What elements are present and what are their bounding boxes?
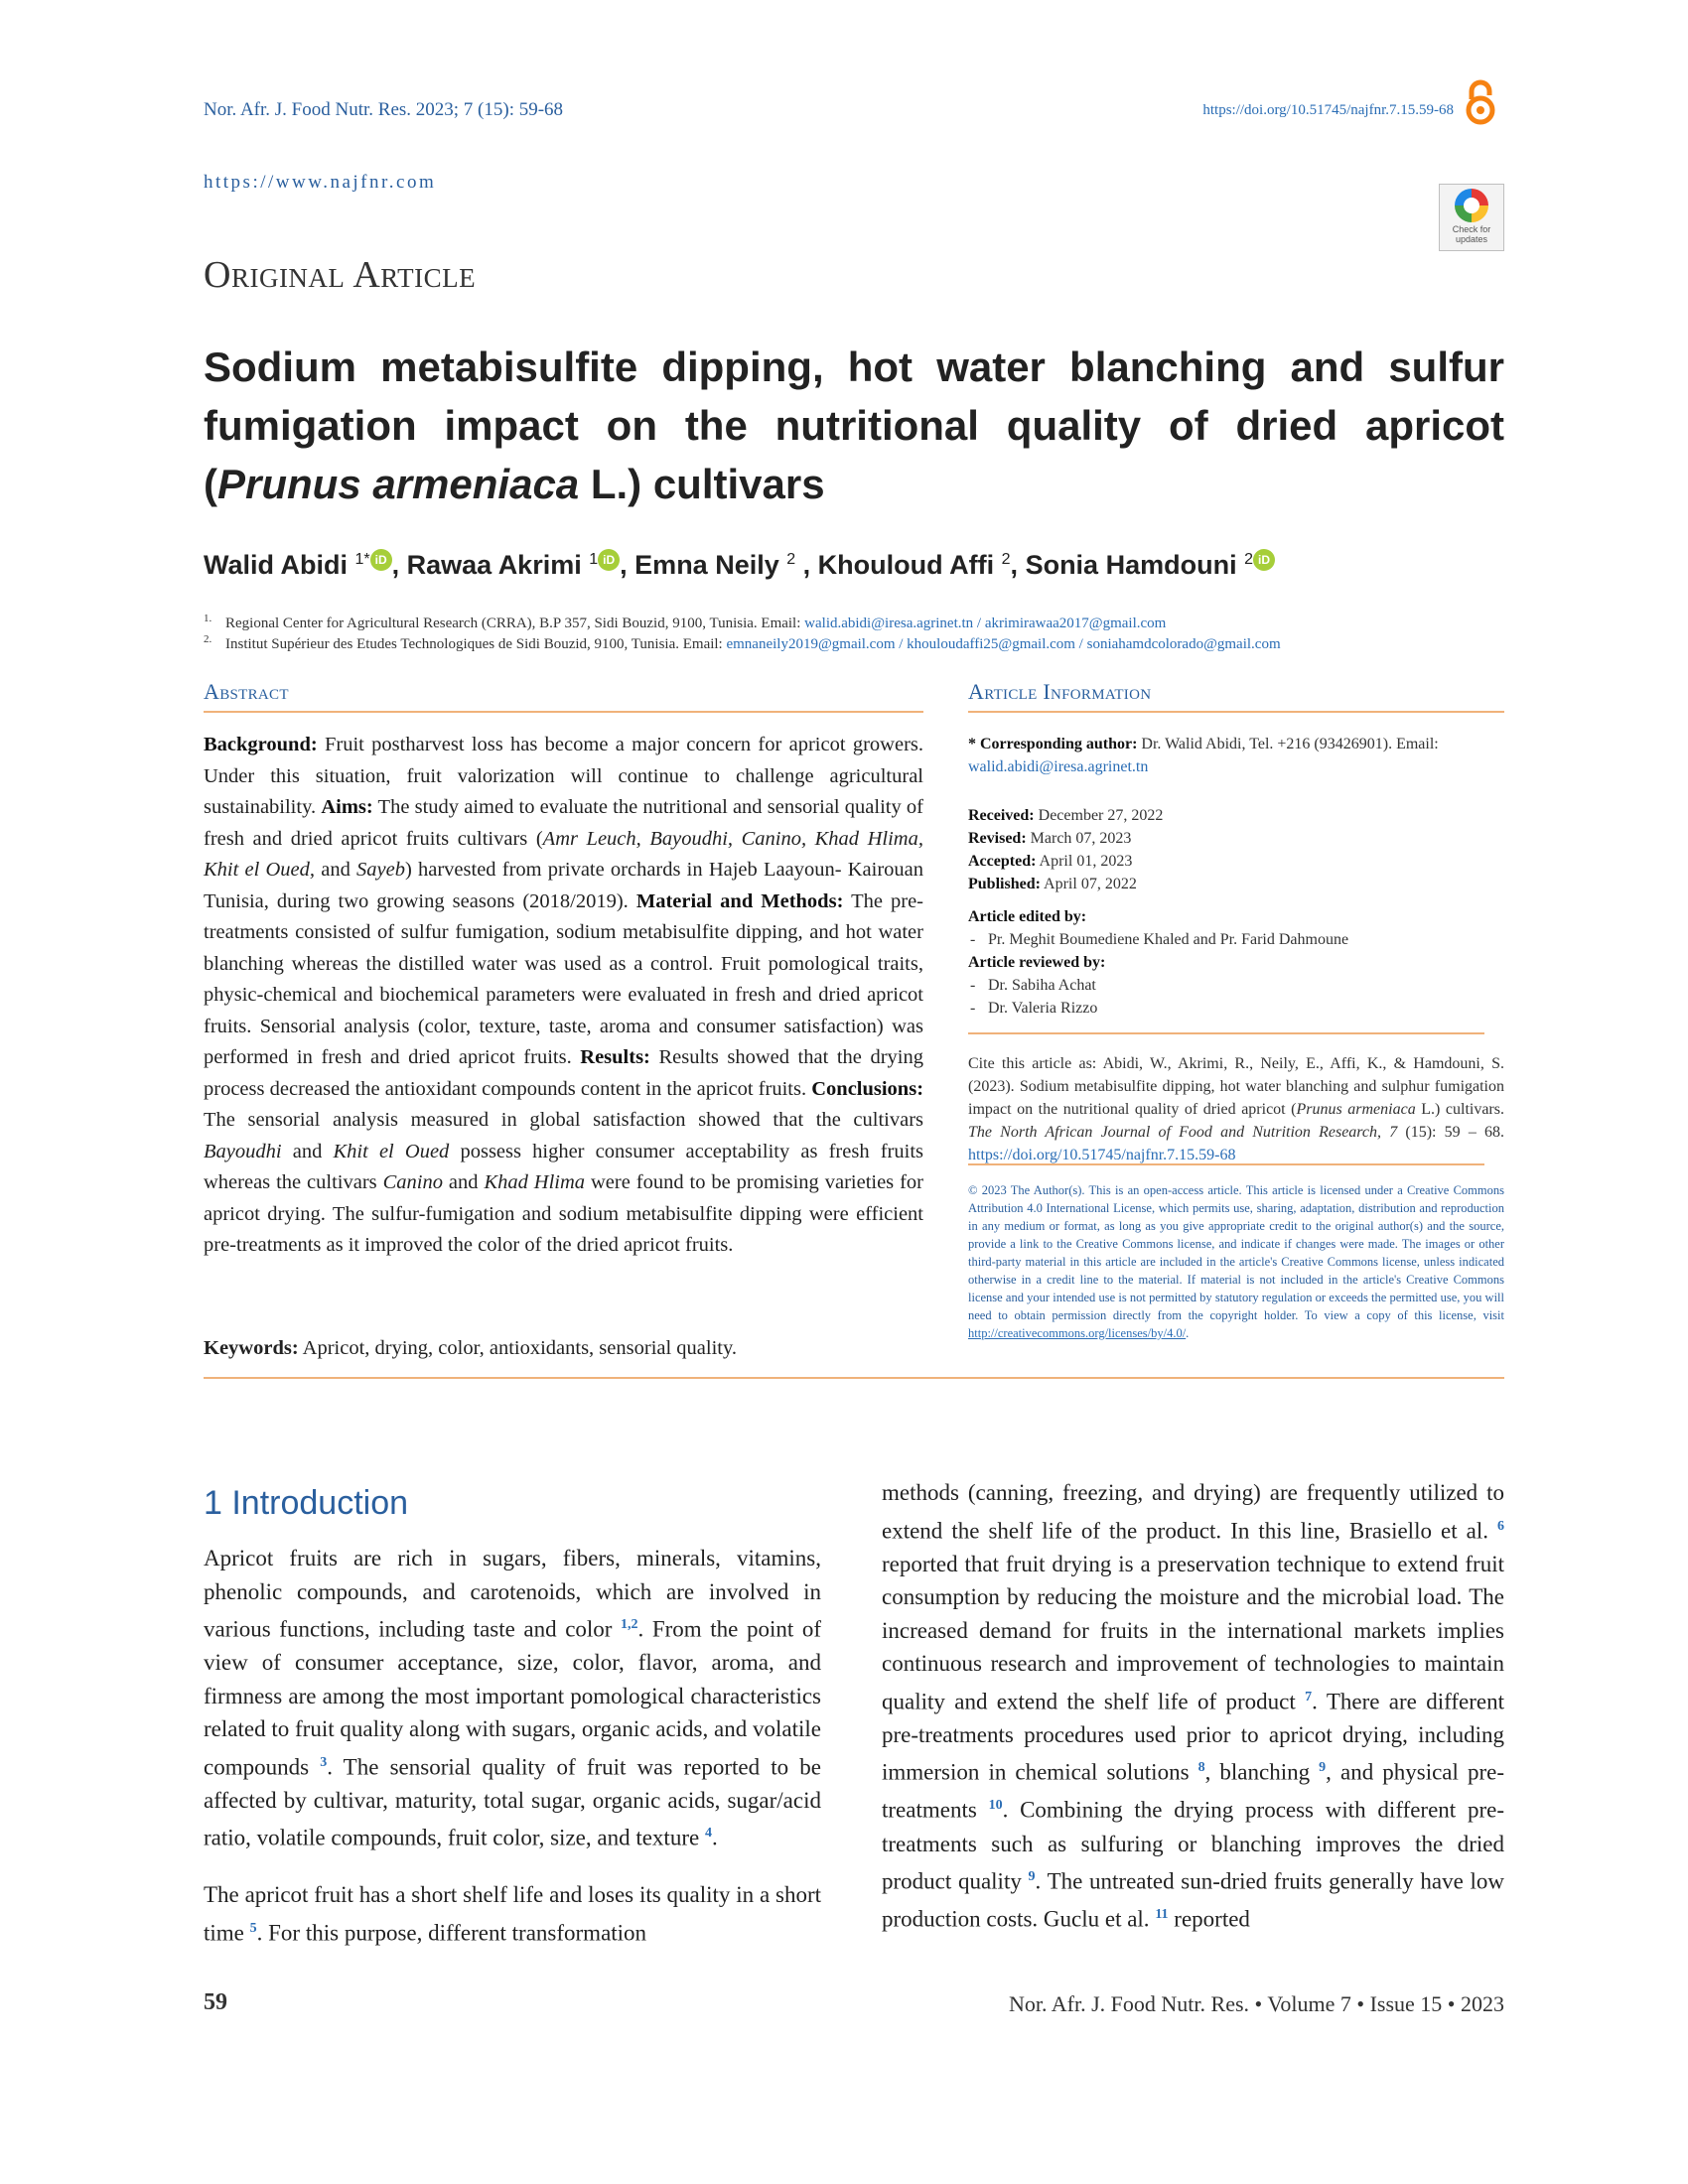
citation-ref[interactable]: 1,2 (621, 1617, 638, 1632)
abstract-rule (204, 711, 923, 713)
journal-website[interactable]: https://www.najfnr.com (204, 172, 437, 193)
affiliation-2: 2. Institut Supérieur des Etudes Technologiques de Sidi Bouzid, 9100, Tunisia. Email: emnaneily2019@gmail.com / khouloudaffi25@gmail.com / soniahamdcolorado@gmail.com (204, 633, 1281, 652)
author-name: Emna Neily (634, 550, 779, 580)
introduction-heading: 1 Introduction (204, 1484, 409, 1522)
citation-ref[interactable]: 9 (1319, 1760, 1327, 1776)
orcid-icon[interactable]: iD (1253, 549, 1275, 571)
author-name: Khouloud Affi (817, 550, 995, 580)
article-info-heading: Article Information (968, 679, 1152, 704)
intro-paragraph-2: The apricot fruit has a short shelf life and loses its quality in a short time $^5$. For this purpose, different transformation (204, 1882, 821, 1946)
citation-ref[interactable]: 5 (249, 1920, 257, 1936)
citation: Cite this article as: Abidi, W., Akrimi, R., Neily, E., Affi, K., & Hamdouni, S. (2023). Sodium metabisulfite dipping, hot water blanching and sulphur fumigation impact on the nutritional quality of dried apricot (Prunus armeniaca L.) cultivars. The North African Journal of Food and Nutrition Research, 7 (15): 59 – 68. https://doi.org/10.51745/najfnr.7.15.59-68 (968, 1055, 1504, 1163)
article-title: Sodium metabisulfite dipping, hot water blanching and sulfur fumigation impact on the nutritional quality of dried apricot (Prunus armeniaca L.) cultivars (204, 343, 1504, 507)
citation-ref[interactable]: 11 (1155, 1907, 1169, 1923)
license-text: © 2023 The Author(s). This is an open-access article. This article is licensed under a Creative Commons Attribution 4.0 International License, which permits use, sharing, adaptation, distribution and reproduction in any medium or format, as long as you give appropriate credit to the original author(s) and the source, provide a link to the Creative Commons license, and indicate if changes were made. The images or other third-party material in this article are included in the article's Creative Commons license, unless indicated otherwise in a credit line to the material. If material is not included in the article's Creative Commons license and your intended use is not permitted by statutory regulation or exceeds the permitted use, you will need to obtain permission directly from the copyright holder. To view a copy of this license, visit http://creativecommons.org/licenses/by/4.0/. (968, 1183, 1504, 1340)
article-type: Original Article (204, 254, 477, 296)
intro-paragraph-1: Apricot fruits are rich in sugars, fibers, minerals, vitamins, phenolic compounds, and carotenoids, which are involved in various functions, including taste and color $^{1,2}$. From the point of view of consumer acceptance, size, color, flavor, aroma, and firmness are among the most important pomological characteristics related to fruit quality along with sugars, organic acids, and volatile compounds $^3$. The sensorial quality of fruit was reported to be affected by cultivar, maturity, total sugar, organic acids, sugar/acid ratio, volatile compounds, fruit color, size, and texture $^4$. (204, 1546, 821, 1850)
orcid-icon[interactable]: iD (370, 549, 392, 571)
info-rule (968, 711, 1504, 713)
abstract-body: Background: Fruit postharvest loss has become a major concern for apricot growers. Under this situation, fruit valorization will continue to challenge agricultural sustainability. Aims: The study aimed to evaluate the nutritional and sensorial quality of fresh and dried apricot fruits cultivars (Amr Leuch, Bayoudhi, Canino, Khad Hlima, Khit el Oued, and Sayeb) harvested from private orchards in Hajeb Laayoun- Kairouan Tunisia, during two growing seasons (2018/2019). Material and Methods: The pre-treatments consisted of sulfur fumigation, sodium metabisulfite dipping, and hot water blanching whereas the distilled water was used as a control. Fruit pomological traits, physic-chemical and biochemical parameters were evaluated in fresh and dried apricot fruits. Sensorial analysis (color, texture, taste, aroma and consumer satisfaction) was performed in fresh and dried apricot fruits. Results: Results showed that the drying process decreased the antioxidant compounds content in the apricot fruits. Conclusions: The sensorial analysis measured in global satisfaction showed that the cultivars Bayoudhi and Khit el Oued possess higher consumer acceptability as fresh fruits whereas the cultivars Canino and Khad Hlima were found to be promising varieties for apricot drying. The sulfur-fumigation and sodium metabisulfite dipping were efficient pre-treatments as it improved the color of the dried apricot fruits. (204, 734, 924, 1256)
citation-doi-link[interactable]: https://doi.org/10.51745/najfnr.7.15.59-68 (968, 1147, 1236, 1163)
abstract-heading: Abstract (204, 679, 289, 704)
author-name: Sonia Hamdouni (1025, 550, 1237, 580)
article-dates: Received: December 27, 2022 Revised: March 07, 2023 Accepted: April 01, 2023 Published: April 07, 2022 (968, 807, 1164, 892)
reviewer-item: - Dr. Valeria Rizzo (968, 997, 1504, 1020)
info-mid-rule (968, 1032, 1484, 1034)
editor-item: - Pr. Meghit Boumediene Khaled and Pr. Farid Dahmoune (968, 928, 1504, 951)
page-number: 59 (204, 1989, 227, 2015)
affiliation-email[interactable]: walid.abidi@iresa.agrinet.tn / akrimirawaa2017@gmail.com (804, 615, 1167, 631)
check-updates-icon (1455, 189, 1488, 222)
cite-rule (968, 1163, 1484, 1165)
reviewer-item: - Dr. Sabiha Achat (968, 974, 1504, 997)
license-link[interactable]: http://creativecommons.org/licenses/by/4.0/ (968, 1326, 1187, 1340)
corresponding-author: * Corresponding author: Dr. Walid Abidi, Tel. +216 (93426901). Email: walid.abidi@iresa.agrinet.tn (968, 736, 1439, 775)
affiliation-email[interactable]: emnaneily2019@gmail.com / khouloudaffi25@gmail.com / soniahamdcolorado@gmail.com (726, 636, 1281, 652)
doi-link[interactable]: https://doi.org/10.51745/najfnr.7.15.59-68 (1202, 102, 1454, 118)
citation-ref[interactable]: 10 (988, 1798, 1003, 1814)
author-name: Rawaa Akrimi (406, 550, 582, 580)
corresponding-email[interactable]: walid.abidi@iresa.agrinet.tn (968, 758, 1149, 775)
citation-ref[interactable]: 8 (1197, 1760, 1205, 1776)
check-updates-label: Check for updates (1452, 224, 1491, 244)
abstract-bottom-rule (204, 1377, 1504, 1379)
journal-reference: Nor. Afr. J. Food Nutr. Res. 2023; 7 (15): 59-68 (204, 99, 564, 120)
open-access-icon (1462, 79, 1499, 125)
check-updates-badge[interactable] (1439, 184, 1504, 251)
author-list: Walid Abidi $^{1*}$ iD , Rawaa Akrimi $^1$ iD , Emna Neily $^2$ , Khouloud Affi $^2$, Sonia Hamdouni $^2$ iD (204, 549, 1275, 581)
keywords: Keywords: Apricot, drying, color, antioxidants, sensorial quality. (204, 1337, 738, 1359)
citation-ref[interactable]: 6 (1497, 1518, 1504, 1534)
intro-right-column: methods (canning, freezing, and drying) are frequently utilized to extend the shelf life of the product. In this line, Brasiello et al. $^6$ reported that fruit drying is a preservation technique to extend fruit consumption by reducing the moisture and the microbial load. The increased demand for fruits in the international markets implies continuous research and improvement of technologies to maintain quality and extend the shelf life of product $^7$. There are different pre-treatments procedures used prior to apricot drying, including immersion in chemical solutions $^8$, blanching $^9$, and physical pre-treatments $^{10}$. Combining the drying process with different pre-treatments such as sulfuring or blanching improves the dried product quality $^9$. The untreated sun-dried fruits generally have low production costs. Guclu et al. $^{11}$ reported (882, 1480, 1505, 1932)
citation-ref[interactable]: 3 (320, 1754, 328, 1770)
footer-journal-info: Nor. Afr. J. Food Nutr. Res. • Volume 7 • Issue 15 • 2023 (1009, 1991, 1504, 2016)
citation-ref[interactable]: 9 (1028, 1869, 1036, 1885)
citation-ref[interactable]: 4 (704, 1826, 712, 1842)
orcid-icon[interactable]: iD (598, 549, 620, 571)
citation-ref[interactable]: 7 (1305, 1689, 1313, 1705)
editors-reviewers: Article edited by: - Pr. Meghit Boumediene Khaled and Pr. Farid Dahmoune Article reviewed by: - Dr. Sabiha Achat - Dr. Valeria Rizzo (968, 905, 1504, 1020)
affiliation-1: 1. Regional Center for Agricultural Research (CRRA), B.P 357, Sidi Bouzid, 9100, Tunisia. Email: walid.abidi@iresa.agrinet.tn / akrimirawaa2017@gmail.com (204, 613, 1167, 631)
author-name: Walid Abidi (204, 550, 348, 580)
